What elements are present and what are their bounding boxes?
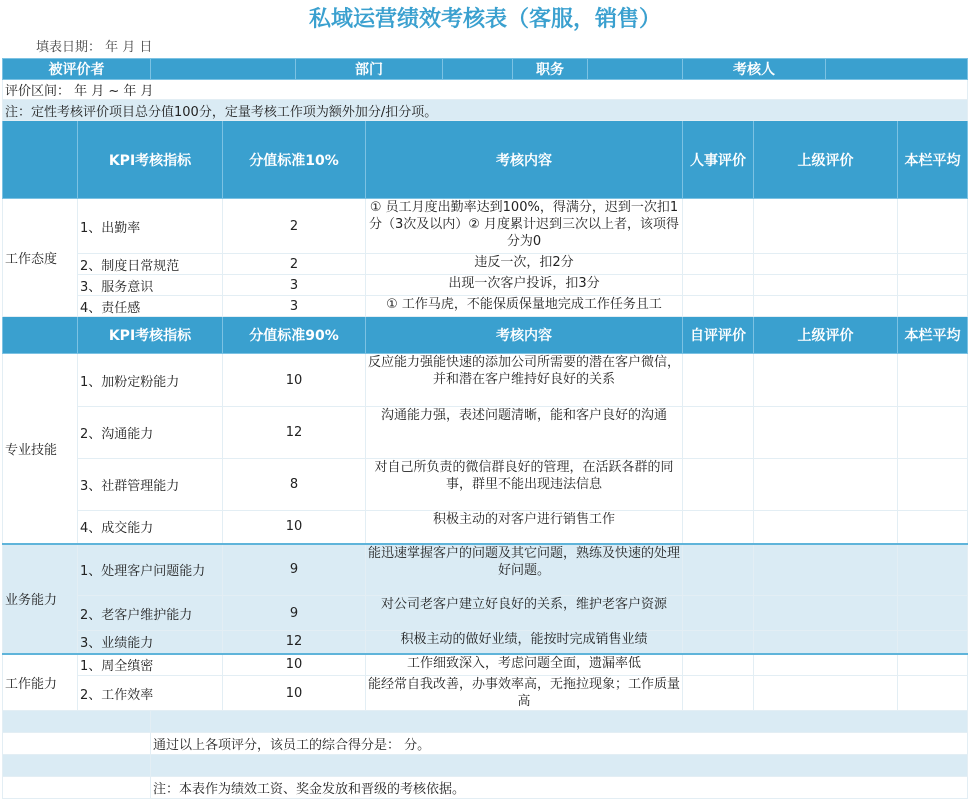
- average-cell[interactable]: [898, 459, 968, 511]
- hr-score-cell[interactable]: [683, 407, 754, 459]
- supervisor-score-cell[interactable]: [754, 544, 898, 596]
- average-cell[interactable]: [898, 676, 968, 711]
- header-self: 自评评价: [683, 317, 754, 354]
- score-standard: 3: [223, 275, 366, 296]
- position-label: 职务: [513, 59, 588, 80]
- kpi-name: 2、沟通能力: [78, 407, 223, 459]
- assessment-content: ① 员工月度出勤率达到100%，得满分，迟到一次扣1分（3次及以内）② 月度累计迟到三次以上者，该项得分为0: [366, 199, 683, 254]
- assessment-content: 违反一次，扣2分: [366, 254, 683, 275]
- kpi-name: 3、业绩能力: [78, 631, 223, 654]
- assessment-content: 沟通能力强，表述问题清晰，能和客户良好的沟通: [366, 407, 683, 459]
- blank-row: [3, 755, 968, 777]
- score-standard: 8: [223, 459, 366, 511]
- table-row: [3, 407, 968, 459]
- score-standard: 10: [223, 511, 366, 544]
- score-standard: 10: [223, 654, 366, 676]
- blank-cell: [3, 777, 151, 799]
- hr-score-cell[interactable]: [683, 354, 754, 407]
- hr-score-cell[interactable]: [683, 631, 754, 654]
- category-label: 专业技能: [3, 354, 78, 544]
- header-row-1: [3, 121, 968, 199]
- score-standard: 2: [223, 254, 366, 275]
- table-row: [3, 296, 968, 317]
- blank-cell: [3, 755, 151, 777]
- table-row: [3, 676, 968, 711]
- assessment-content: 积极主动的做好业绩，能按时完成销售业绩: [366, 631, 683, 654]
- category-label: 工作能力: [3, 654, 78, 711]
- evaluatee-field[interactable]: [151, 59, 296, 80]
- supervisor-score-cell[interactable]: [754, 275, 898, 296]
- header-kpi: KPI考核指标: [78, 317, 223, 354]
- average-cell[interactable]: [898, 511, 968, 544]
- score-standard: 12: [223, 407, 366, 459]
- average-cell[interactable]: [898, 544, 968, 596]
- table-row: [3, 459, 968, 511]
- table-row: [3, 544, 968, 596]
- score-standard: 10: [223, 676, 366, 711]
- average-cell[interactable]: [898, 354, 968, 407]
- assessment-content: ① 工作马虎，不能保质保量地完成工作任务且工: [366, 296, 683, 317]
- blank-cell: [3, 711, 151, 733]
- assessment-content: 对公司老客户建立好良好的关系，维护老客户资源: [366, 596, 683, 631]
- header-content: 考核内容: [366, 317, 683, 354]
- blank-row: [3, 711, 968, 733]
- average-cell[interactable]: [898, 275, 968, 296]
- hr-score-cell[interactable]: [683, 254, 754, 275]
- hr-score-cell[interactable]: [683, 199, 754, 254]
- header-score: 分值标准90%: [223, 317, 366, 354]
- note-top: 注：定性考核评价项目总分值100分，定量考核工作项为额外加分/扣分项。: [3, 100, 968, 121]
- assessor-field[interactable]: [826, 59, 968, 80]
- header-content: 考核内容: [366, 121, 683, 199]
- supervisor-score-cell[interactable]: [754, 354, 898, 407]
- hr-score-cell[interactable]: [683, 544, 754, 596]
- header-sup: 上级评价: [754, 121, 898, 199]
- header-avg: 本栏平均: [898, 121, 968, 199]
- note-bottom-row: [3, 777, 968, 799]
- header-sup: 上级评价: [754, 317, 898, 354]
- header-hr: 人事评价: [683, 121, 754, 199]
- table-row: [3, 631, 968, 654]
- kpi-name: 1、出勤率: [78, 199, 223, 254]
- average-cell[interactable]: [898, 199, 968, 254]
- assessor-label: 考核人: [683, 59, 826, 80]
- supervisor-score-cell[interactable]: [754, 631, 898, 654]
- average-cell[interactable]: [898, 654, 968, 676]
- assessment-content: 能迅速掌握客户的问题及其它问题，熟练及快速的处理好问题。: [366, 544, 683, 596]
- table-row: [3, 199, 968, 254]
- table-row: [3, 254, 968, 275]
- average-cell[interactable]: [898, 596, 968, 631]
- page-title: 私域运营绩效考核表（客服，销售）: [308, 7, 661, 32]
- score-standard: 12: [223, 631, 366, 654]
- kpi-name: 1、周全缜密: [78, 654, 223, 676]
- table-row: [3, 354, 968, 407]
- average-cell[interactable]: [898, 254, 968, 275]
- supervisor-score-cell[interactable]: [754, 596, 898, 631]
- table-row: [3, 511, 968, 544]
- supervisor-score-cell[interactable]: [754, 199, 898, 254]
- kpi-name: 3、服务意识: [78, 275, 223, 296]
- supervisor-score-cell[interactable]: [754, 654, 898, 676]
- assessment-content: 能经常自我改善，办事效率高，无拖拉现象；工作质量高: [366, 676, 683, 711]
- score-standard: 3: [223, 296, 366, 317]
- blank-cell: [3, 733, 151, 755]
- hr-score-cell[interactable]: [683, 676, 754, 711]
- kpi-name: 1、处理客户问题能力: [78, 544, 223, 596]
- assessment-content: 工作细致深入，考虑问题全面，遗漏率低: [366, 654, 683, 676]
- kpi-name: 1、加粉定粉能力: [78, 354, 223, 407]
- info-row: [3, 59, 968, 80]
- assessment-content: 出现一次客户投诉，扣3分: [366, 275, 683, 296]
- score-standard: 2: [223, 199, 366, 254]
- average-cell[interactable]: [898, 631, 968, 654]
- kpi-name: 2、老客户维护能力: [78, 596, 223, 631]
- hr-score-cell[interactable]: [683, 459, 754, 511]
- blank-row-text: [151, 755, 968, 777]
- dept-label: 部门: [296, 59, 443, 80]
- header-blank: [3, 121, 78, 199]
- hr-score-cell[interactable]: [683, 654, 754, 676]
- header-kpi: KPI考核指标: [78, 121, 223, 199]
- score-standard: 10: [223, 354, 366, 407]
- hr-score-cell[interactable]: [683, 296, 754, 317]
- hr-score-cell[interactable]: [683, 596, 754, 631]
- assessment-content: 积极主动的对客户进行销售工作: [366, 511, 683, 544]
- assessment-content: 反应能力强能快速的添加公司所需要的潜在客户微信，并和潜在客户维持好良好的关系: [366, 354, 683, 407]
- hr-score-cell[interactable]: [683, 275, 754, 296]
- average-cell[interactable]: [898, 296, 968, 317]
- period: 评价区间： 年 月 ~ 年 月: [3, 80, 968, 100]
- header-score: 分值标准10%: [223, 121, 366, 199]
- blank-row-text: [151, 711, 968, 733]
- supervisor-score-cell[interactable]: [754, 296, 898, 317]
- hr-score-cell[interactable]: [683, 511, 754, 544]
- note-bottom-row-text: 注：本表作为绩效工资、奖金发放和晋级的考核依据。: [151, 777, 968, 799]
- kpi-name: 2、制度日常规范: [78, 254, 223, 275]
- score-standard: 9: [223, 544, 366, 596]
- kpi-name: 2、工作效率: [78, 676, 223, 711]
- category-label: 工作态度: [3, 199, 78, 317]
- header-avg: 本栏平均: [898, 317, 968, 354]
- header-row-2: [3, 317, 968, 354]
- assessment-table: [2, 58, 968, 799]
- supervisor-score-cell[interactable]: [754, 254, 898, 275]
- summary-row: [3, 733, 968, 755]
- dept-field[interactable]: [443, 59, 513, 80]
- kpi-name: 4、责任感: [78, 296, 223, 317]
- table-row: [3, 596, 968, 631]
- fill-date: 填表日期： 年 月 日: [36, 40, 153, 55]
- supervisor-score-cell[interactable]: [754, 511, 898, 544]
- position-field[interactable]: [588, 59, 683, 80]
- header-blank: [3, 317, 78, 354]
- kpi-name: 4、成交能力: [78, 511, 223, 544]
- supervisor-score-cell[interactable]: [754, 676, 898, 711]
- score-standard: 9: [223, 596, 366, 631]
- supervisor-score-cell[interactable]: [754, 407, 898, 459]
- summary-row-text: 通过以上各项评分，该员工的综合得分是： 分。: [151, 733, 968, 755]
- evaluatee-label: 被评价者: [3, 59, 151, 80]
- kpi-name: 3、社群管理能力: [78, 459, 223, 511]
- supervisor-score-cell[interactable]: [754, 459, 898, 511]
- category-label: 业务能力: [3, 544, 78, 654]
- table-row: [3, 654, 968, 676]
- table-row: [3, 275, 968, 296]
- assessment-content: 对自己所负责的微信群良好的管理，在活跃各群的同事，群里不能出现违法信息: [366, 459, 683, 511]
- average-cell[interactable]: [898, 407, 968, 459]
